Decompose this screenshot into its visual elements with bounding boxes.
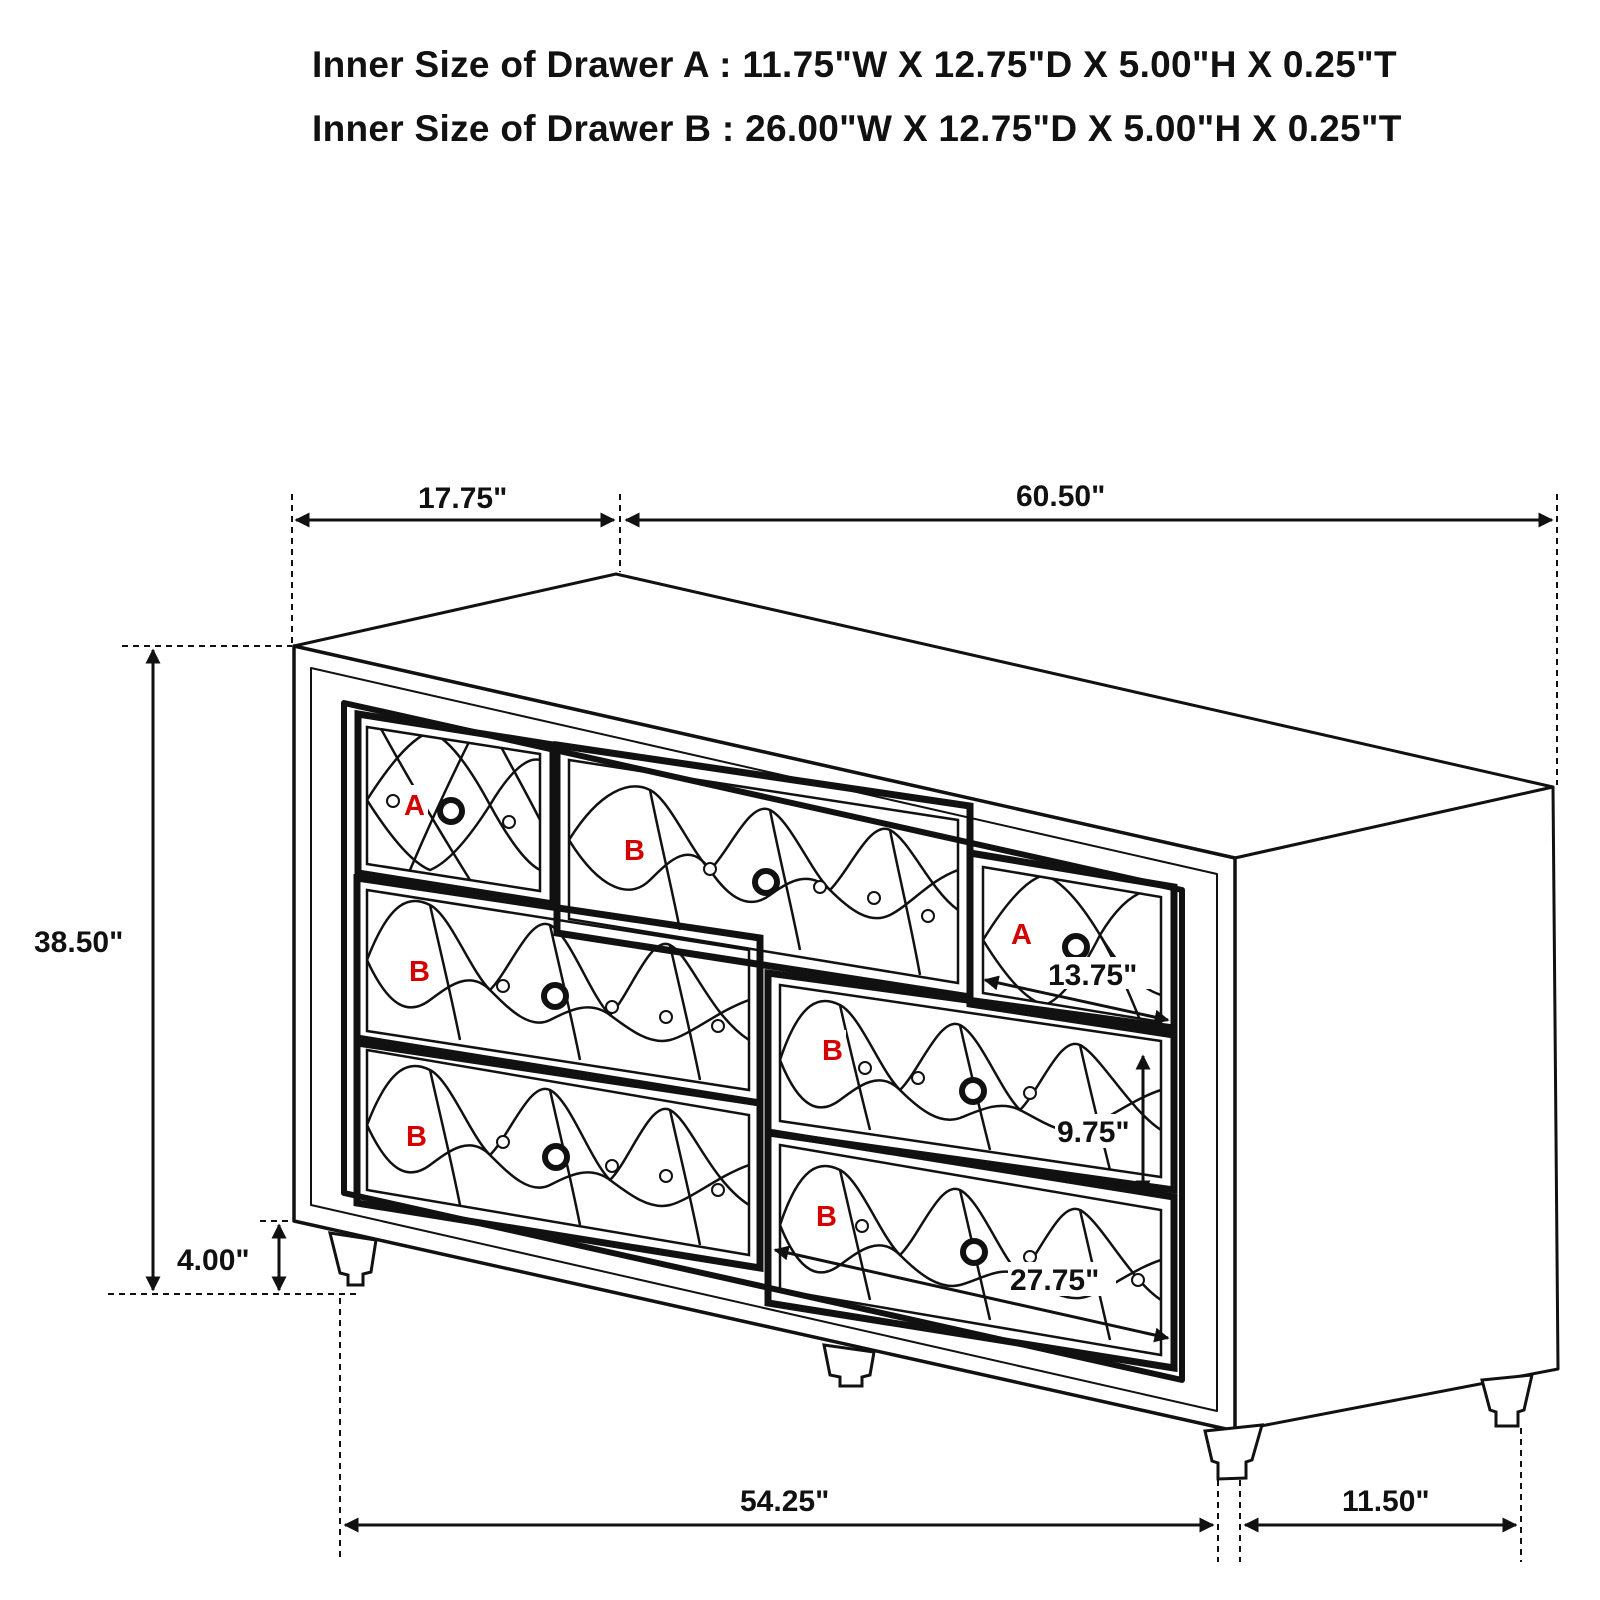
drawer-label-b: B — [409, 956, 430, 988]
drawer-a-inner-size: Inner Size of Drawer A : 11.75"W X 12.75"D X 5.00"H X 0.25"T — [312, 44, 1397, 85]
leg-height-label: 4.00" — [177, 1244, 250, 1277]
drawer-knob — [544, 985, 566, 1007]
drawer-label-a: A — [1011, 919, 1032, 951]
drawer-knob — [963, 1241, 985, 1263]
leg-back-right — [1482, 1375, 1532, 1426]
drawer-b-height-label: 9.75" — [1057, 1116, 1130, 1149]
drawer-label-b: B — [822, 1035, 843, 1067]
drawer-b-width-label: 27.75" — [1010, 1264, 1100, 1297]
leg-front-left — [330, 1233, 376, 1285]
drawer-a-width-label: 13.75" — [1048, 959, 1138, 992]
leg-front-right — [1205, 1425, 1262, 1479]
drawer-b-inner-size: Inner Size of Drawer B : 26.00"W X 12.75"D X 5.00"H X 0.25"T — [312, 108, 1402, 149]
drawer-label-b: B — [406, 1121, 427, 1153]
drawer-knob — [755, 871, 777, 893]
drawer-knob — [962, 1080, 984, 1102]
drawer-label-b: B — [816, 1201, 837, 1233]
base-width-label: 54.25" — [740, 1485, 830, 1518]
drawer-label-b: B — [624, 835, 645, 867]
drawer-knob — [440, 800, 462, 822]
depth-top-label: 17.75" — [418, 482, 508, 515]
width-top-label: 60.50" — [1016, 480, 1106, 513]
drawer-label-a: A — [404, 790, 425, 822]
drawer-knob — [545, 1146, 567, 1168]
base-depth-label: 11.50" — [1342, 1485, 1430, 1518]
leg-back-middle — [824, 1345, 874, 1386]
dresser-side-panel — [1235, 787, 1558, 1431]
dresser-body — [294, 574, 1558, 1431]
drawer-knob — [1065, 936, 1087, 958]
height-total-label: 38.50" — [34, 926, 124, 959]
